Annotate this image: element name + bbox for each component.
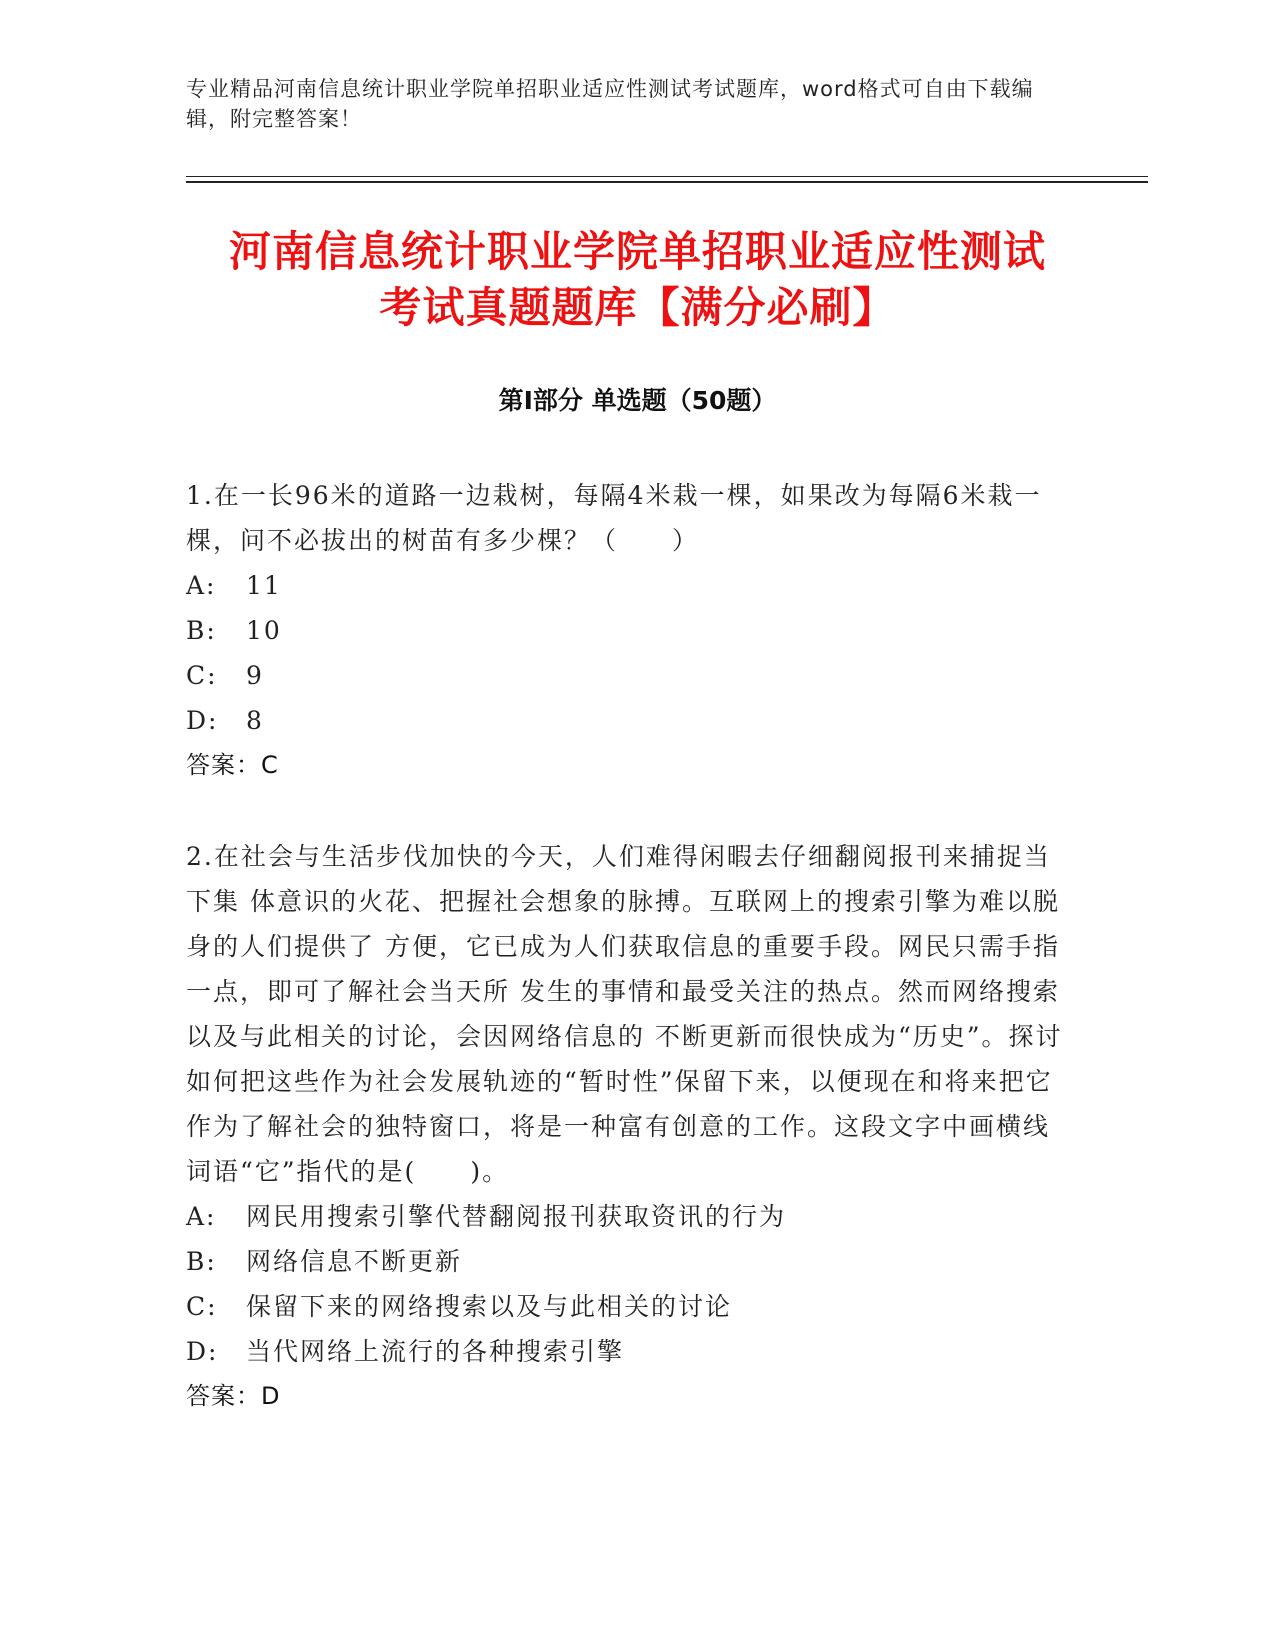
section-heading: 第I部分 单选题（50题） bbox=[498, 386, 777, 415]
option-letter: D: bbox=[186, 1337, 219, 1366]
question-1 bbox=[186, 473, 1076, 788]
option-text: 网络信息不断更新 bbox=[246, 1247, 463, 1276]
title-line-2: 考试真题题库【满分必刷】 bbox=[379, 283, 896, 332]
option-letter: C: bbox=[186, 1292, 218, 1321]
option-text: 11 bbox=[246, 571, 282, 600]
option-a bbox=[186, 1194, 1076, 1239]
option-letter: D: bbox=[186, 706, 219, 735]
question-stem: 2.在社会与生活步伐加快的今天，人们难得闲暇去仔细翻阅报刊来捕捉当下集 体意识的火花、把握社会想象的脉搏。互联网上的搜索引擎为难以脱身的人们提供了 方便，它已成为人们获取信息的重要手段。网民只需手指一点，即可了解社会当天所 发生的事情和最受关注的热点。然而网络搜索以及与此相关的讨论，会因网络信息的 不断更新而很快成为“历史”。探讨如何把这些作为社会发展轨迹的“暂时性”保留下来，以便现在和将来把它作为了解社会的独特窗口，将是一种富有创意的工作。这段文字中画横线词语“它”指代的是( )。 bbox=[186, 842, 1063, 1186]
option-text: 网民用搜索引擎代替翻阅报刊获取资讯的行为 bbox=[246, 1202, 787, 1231]
question-stem: 1.在一长96米的道路一边栽树，每隔4米栽一棵，如果改为每隔6米栽一棵，问不必拔出的树苗有多少棵？（ ） bbox=[186, 481, 1042, 555]
option-d bbox=[186, 1329, 1076, 1374]
option-b bbox=[186, 608, 1076, 653]
option-letter: B: bbox=[186, 1247, 217, 1276]
option-b bbox=[186, 1239, 1076, 1284]
option-a bbox=[186, 563, 1076, 608]
question-2 bbox=[186, 834, 1076, 1419]
option-letter: A: bbox=[186, 571, 217, 600]
title-line-1: 河南信息统计职业学院单招职业适应性测试 bbox=[228, 227, 1046, 276]
option-text: 10 bbox=[246, 616, 282, 645]
option-letter: B: bbox=[186, 616, 217, 645]
option-text: 当代网络上流行的各种搜索引擎 bbox=[246, 1337, 625, 1366]
option-text: 保留下来的网络搜索以及与此相关的讨论 bbox=[246, 1292, 733, 1321]
answer-line: 答案：D bbox=[186, 1382, 281, 1410]
option-d bbox=[186, 698, 1076, 743]
option-c bbox=[186, 653, 1076, 698]
header-note: 专业精品河南信息统计职业学院单招职业适应性测试考试题库，word格式可自由下载编辑，附完整答案！ bbox=[186, 77, 1034, 131]
option-text: 8 bbox=[246, 706, 264, 735]
header-divider-thin bbox=[186, 176, 1148, 177]
option-letter: C: bbox=[186, 661, 218, 690]
option-text: 9 bbox=[246, 661, 264, 690]
document-title bbox=[150, 224, 1125, 336]
option-c bbox=[186, 1284, 1076, 1329]
option-letter: A: bbox=[186, 1202, 217, 1231]
header-divider-thick bbox=[186, 181, 1148, 183]
answer-line: 答案：C bbox=[186, 751, 279, 779]
